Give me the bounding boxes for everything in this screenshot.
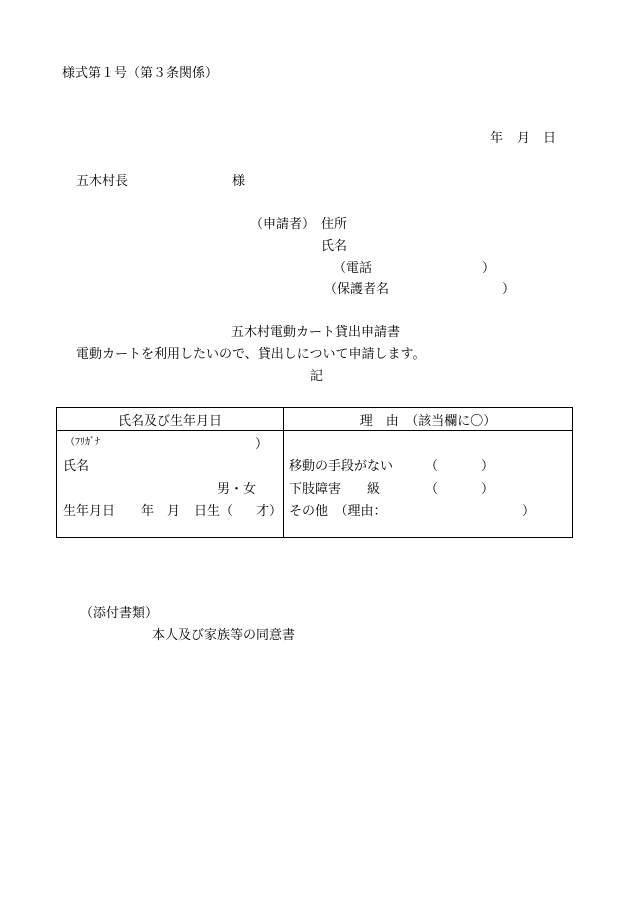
birth-month: 月 (167, 504, 181, 519)
phone-close: ） (482, 261, 496, 276)
reason3-close: ） (522, 504, 536, 519)
applicant-label: （申請者） (250, 217, 316, 232)
reason1-paren-open: （ (425, 459, 439, 474)
attachments-label: （添付書類） (80, 606, 159, 621)
sex-select: 男・女 (217, 482, 257, 497)
address-label: 住所 (321, 217, 348, 232)
reason2-paren-close: ） (481, 482, 495, 497)
furigana-close: ） (255, 437, 269, 452)
date-year: 年 (490, 131, 504, 146)
date-month: 月 (517, 131, 531, 146)
guardian-open: （保護者名 (324, 282, 390, 297)
reason2-grade: 級 (367, 482, 381, 497)
birth-day: 日生（ (194, 504, 234, 519)
date-day: 日 (543, 131, 557, 146)
addressee-name: 五木村長 (76, 174, 129, 189)
birth-label: 生年月日 (63, 504, 116, 519)
furigana-open: （ﾌﾘｶﾞﾅ (65, 437, 100, 448)
name-label: 氏名 (321, 239, 348, 254)
applicant-info-cell (57, 431, 284, 538)
phone-open: （電話 (333, 261, 373, 276)
document-title: 五木村電動カート貸出申請書 (231, 325, 401, 340)
col-header-name-birth: 氏名及び生年月日 (57, 408, 284, 431)
reason-leg-disability: 下肢障害 (289, 482, 342, 497)
reason2-paren-open: （ (425, 482, 439, 497)
age: 才） (256, 504, 283, 519)
attachment-item: 本人及び家族等の同意書 (152, 628, 296, 643)
guardian-close: ） (502, 282, 516, 297)
col-header-reason: 理 由 （該当欄に〇） (284, 408, 573, 431)
ki-label: 記 (310, 369, 324, 384)
application-table (56, 407, 573, 538)
reason-cell (284, 431, 573, 538)
reason-other: その他 （理由： (289, 504, 387, 519)
reason-no-transport: 移動の手段がない (289, 459, 394, 474)
birth-year: 年 (141, 504, 155, 519)
form-number: 様式第１号（第３条関係） (62, 66, 219, 81)
reason1-paren-close: ） (481, 459, 495, 474)
addressee-honorific: 様 (232, 174, 246, 189)
intro-text: 電動カートを利用したいので、貸出しについて申請します。 (76, 347, 426, 362)
table-name-label: 氏名 (63, 459, 90, 474)
